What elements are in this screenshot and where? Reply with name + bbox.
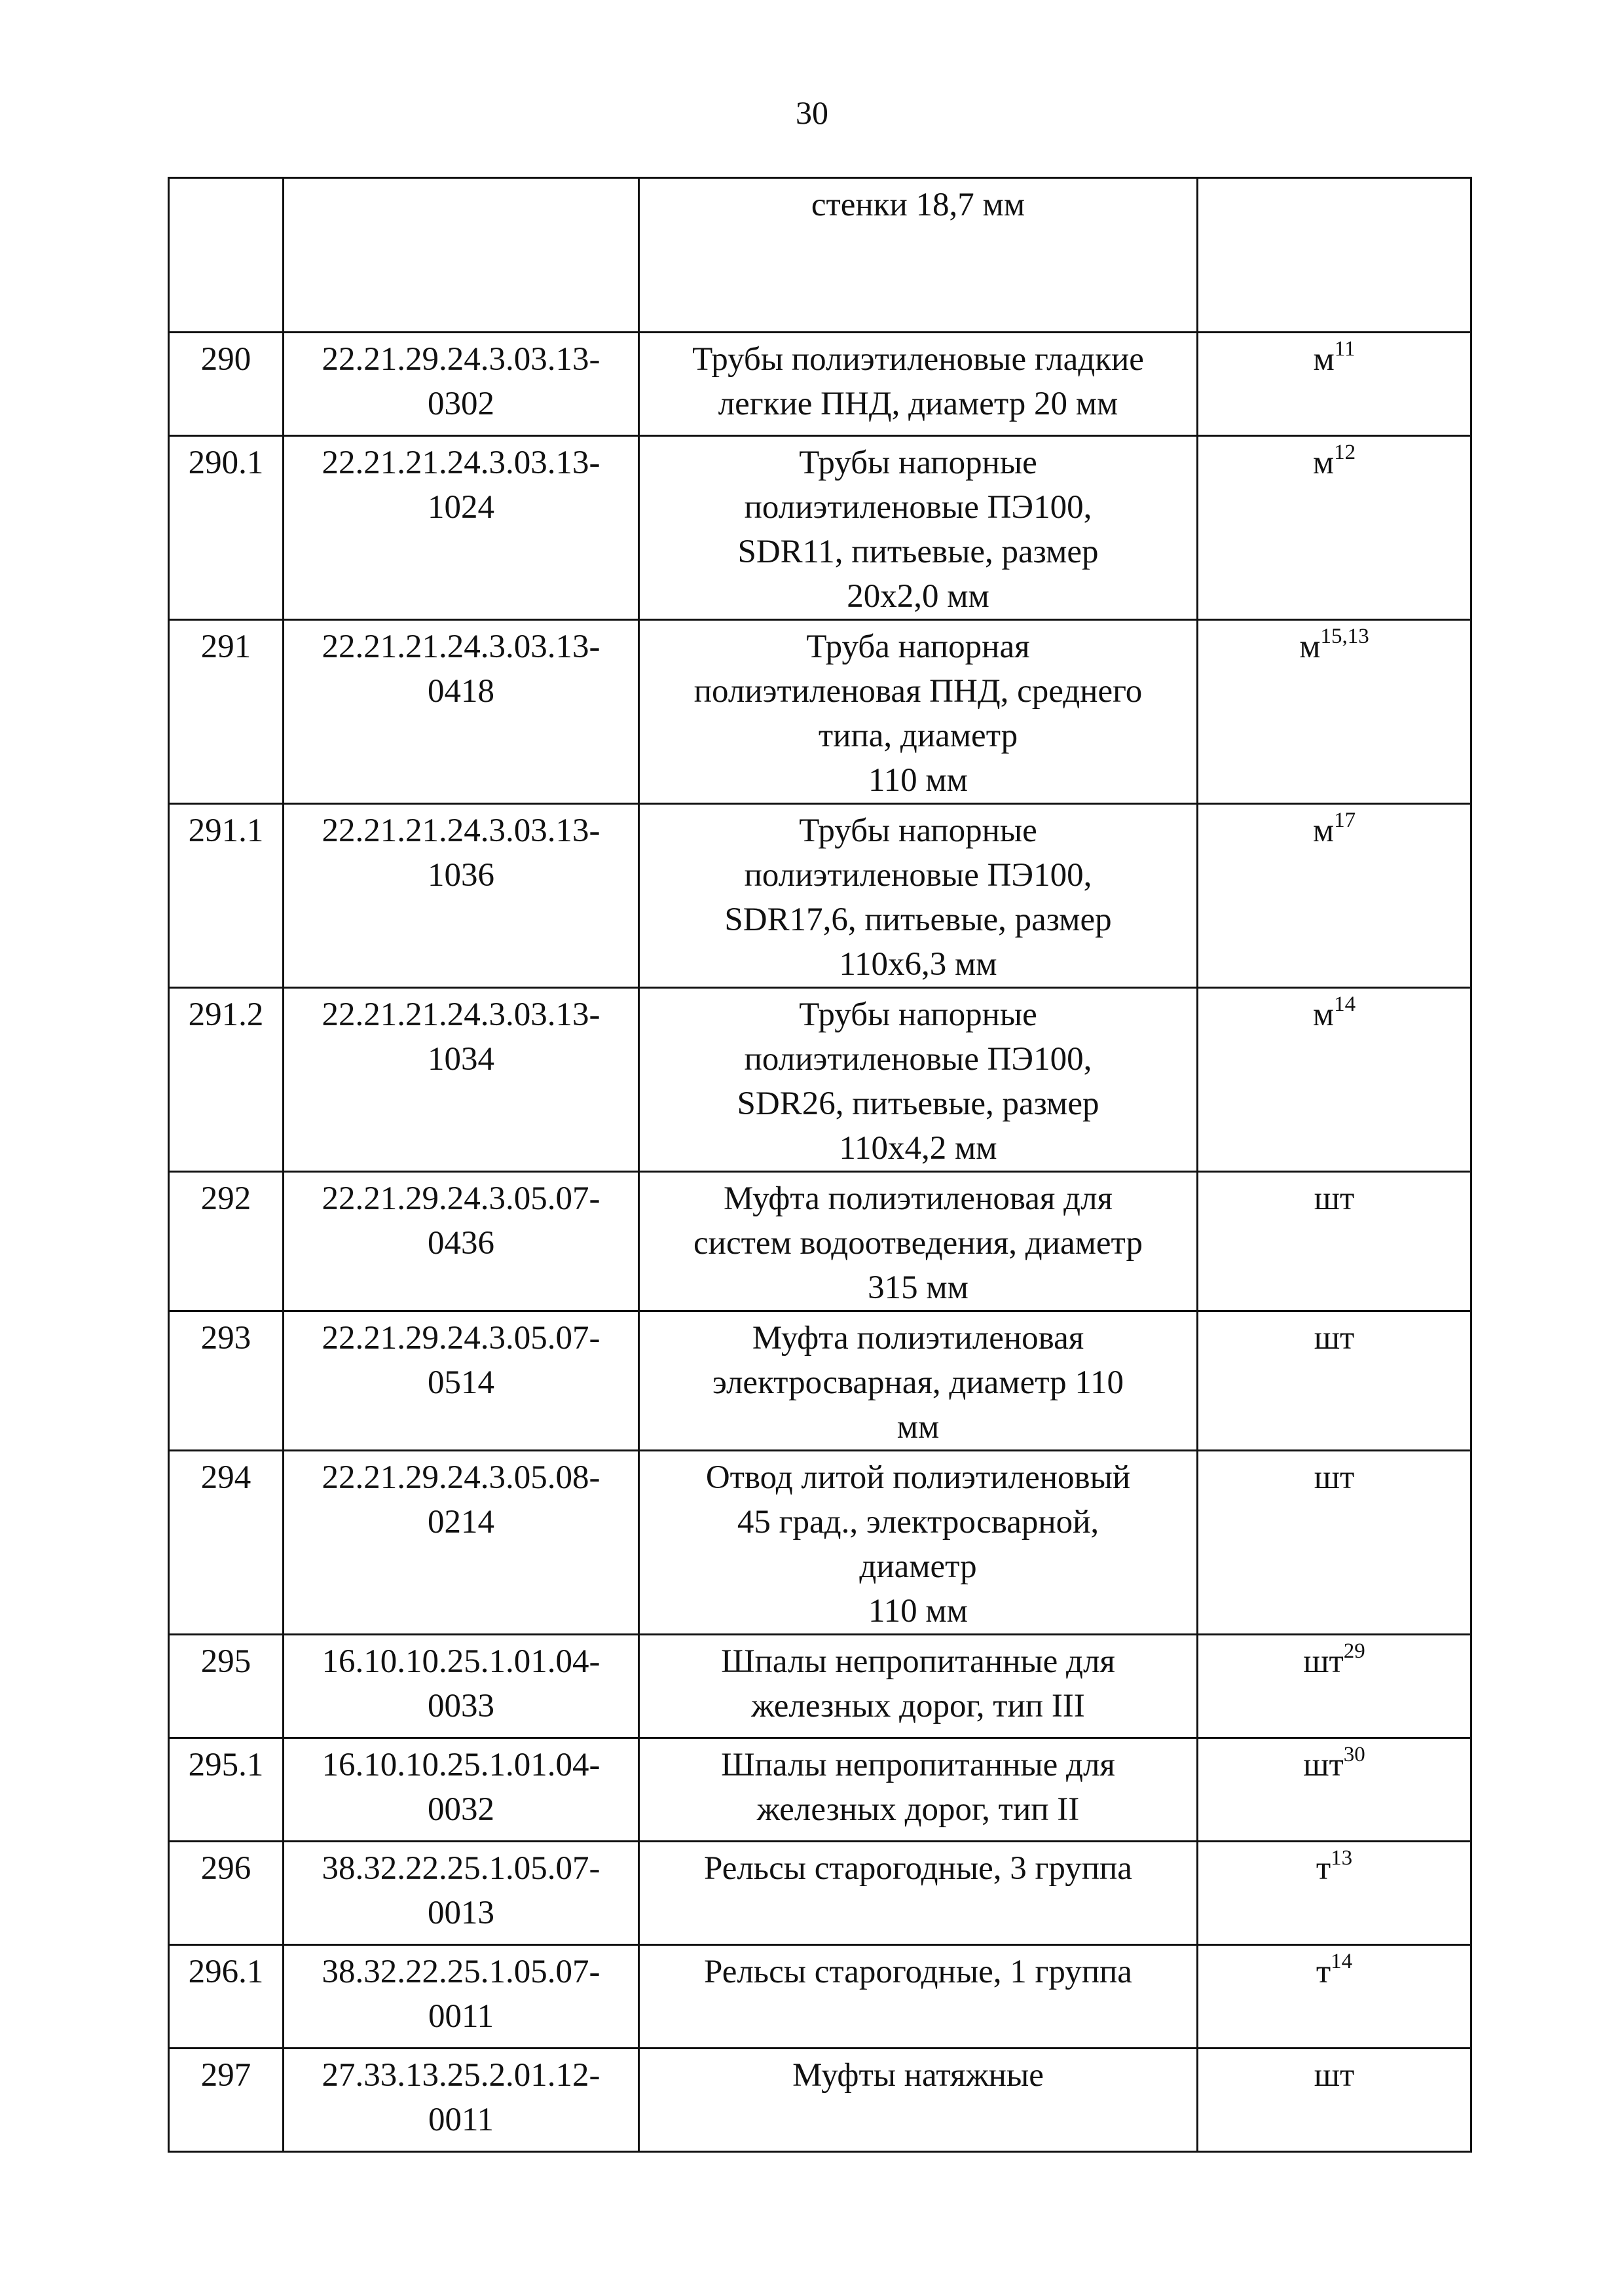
- unit-cell: [1198, 1172, 1471, 1311]
- resource-code: [284, 1635, 639, 1738]
- unit-of-measure: шт: [1314, 1320, 1355, 1357]
- resource-name: [639, 1738, 1198, 1842]
- row-number: 295: [169, 1635, 284, 1738]
- resource-name-line: мм: [896, 1409, 940, 1446]
- resource-name-line: 110 мм: [868, 762, 968, 799]
- resource-code: [284, 1738, 639, 1842]
- resource-name-line: Рельсы старогодные, 1 группа: [704, 1954, 1132, 1990]
- resource-name-line: Трубы напорные: [799, 812, 1037, 849]
- resource-code-line: 38.32.22.25.1.05.07-: [322, 1954, 600, 1990]
- unit-cell: [1198, 333, 1471, 436]
- resource-name-line: Отвод литой полиэтиленовый: [705, 1459, 1131, 1496]
- resource-name-line: 315 мм: [868, 1269, 969, 1306]
- unit-cell: [1198, 1635, 1471, 1738]
- resource-code-line: 0011: [428, 2102, 494, 2138]
- resource-name: [639, 1311, 1198, 1451]
- resource-name: [639, 178, 1198, 333]
- table-row: [169, 1842, 1471, 1945]
- resource-name-line: Труба напорная: [806, 629, 1030, 665]
- table-row: [169, 1945, 1471, 2049]
- resource-code: [284, 436, 639, 620]
- row-number: 291.1: [169, 804, 284, 988]
- table-row: [169, 1738, 1471, 1842]
- resource-code-line: 0514: [428, 1364, 494, 1401]
- resource-name-line: Трубы напорные: [799, 996, 1037, 1033]
- resource-code-line: 0418: [428, 673, 494, 710]
- footnote-ref: 30: [1343, 1743, 1365, 1766]
- resource-code-line: 0011: [428, 1998, 494, 2035]
- resource-name-line: 20x2,0 мм: [847, 578, 989, 615]
- unit-of-measure: м: [1312, 812, 1335, 849]
- resource-name: [639, 988, 1198, 1172]
- resource-name-line: SDR26, питьевые, размер: [737, 1085, 1099, 1122]
- resource-code: [284, 1311, 639, 1451]
- resource-name-line: Муфта полиэтиленовая для: [724, 1180, 1113, 1217]
- resource-code-line: 0032: [428, 1791, 494, 1828]
- row-number: 297: [169, 2049, 284, 2152]
- resource-name-line: Трубы напорные: [799, 445, 1037, 481]
- row-number: 296.1: [169, 1945, 284, 2049]
- resource-code-line: 0214: [428, 1504, 494, 1540]
- unit-of-measure: шт: [1314, 2057, 1355, 2094]
- resource-name-line: Муфты натяжные: [792, 2057, 1044, 2094]
- table-row: [169, 1451, 1471, 1635]
- resource-name-line: полиэтиленовая ПНД, среднего: [693, 673, 1143, 710]
- table-row: [169, 2049, 1471, 2152]
- resource-code: [284, 620, 639, 804]
- row-number: 290.1: [169, 436, 284, 620]
- resource-name-line: легкие ПНД, диаметр 20 мм: [718, 386, 1118, 422]
- resource-name-line: железных дорог, тип III: [751, 1688, 1085, 1724]
- resource-name: [639, 1172, 1198, 1311]
- resource-name: [639, 436, 1198, 620]
- page-number: 30: [796, 94, 828, 131]
- resource-code-line: 38.32.22.25.1.05.07-: [322, 1850, 600, 1887]
- table-row: [169, 1172, 1471, 1311]
- resource-code-line: 22.21.29.24.3.03.13-: [322, 341, 600, 378]
- resource-name: [639, 620, 1198, 804]
- resource-code-line: 22.21.21.24.3.03.13-: [322, 445, 600, 481]
- table-row: [169, 620, 1471, 804]
- table-row: [169, 436, 1471, 620]
- unit-cell: [1198, 620, 1471, 804]
- unit-cell: [1198, 178, 1471, 333]
- row-number: 296: [169, 1842, 284, 1945]
- unit-of-measure: т: [1316, 1850, 1331, 1887]
- row-number: 290: [169, 333, 284, 436]
- resource-name-line: Трубы полиэтиленовые гладкие: [692, 341, 1144, 378]
- resource-name: [639, 1842, 1198, 1945]
- resource-name-line: Муфта полиэтиленовая: [752, 1320, 1084, 1357]
- row-number: [169, 178, 284, 333]
- resource-name-line: стенки 18,7 мм: [811, 187, 1025, 223]
- unit-of-measure: м: [1312, 996, 1335, 1033]
- resource-name-line: диаметр: [859, 1548, 977, 1585]
- resource-code-line: 22.21.21.24.3.03.13-: [322, 629, 600, 665]
- row-number: 292: [169, 1172, 284, 1311]
- resource-code-line: 22.21.29.24.3.05.07-: [322, 1320, 600, 1357]
- resource-code: [284, 2049, 639, 2152]
- resource-code-line: 27.33.13.25.2.01.12-: [322, 2057, 600, 2094]
- unit-cell: [1198, 1311, 1471, 1451]
- unit-cell: [1198, 804, 1471, 988]
- unit-cell: [1198, 988, 1471, 1172]
- resource-code: [284, 988, 639, 1172]
- footnote-ref: 12: [1334, 441, 1356, 464]
- resource-code-line: 22.21.29.24.3.05.08-: [322, 1459, 600, 1496]
- resource-name-line: Рельсы старогодные, 3 группа: [704, 1850, 1132, 1887]
- row-number: 291.2: [169, 988, 284, 1172]
- table-row: [169, 988, 1471, 1172]
- table-row: [169, 1635, 1471, 1738]
- unit-of-measure: м: [1312, 445, 1335, 481]
- row-number: 291: [169, 620, 284, 804]
- resource-code-line: 22.21.21.24.3.03.13-: [322, 812, 600, 849]
- unit-of-measure: м: [1313, 341, 1335, 378]
- unit-of-measure: т: [1316, 1954, 1331, 1990]
- unit-of-measure: шт: [1303, 1643, 1344, 1680]
- table-row: [169, 804, 1471, 988]
- footnote-ref: 14: [1331, 1950, 1353, 1973]
- resource-code-line: 22.21.21.24.3.03.13-: [322, 996, 600, 1033]
- table-body: [169, 178, 1471, 2152]
- unit-cell: [1198, 1451, 1471, 1635]
- resource-name-line: электросварная, диаметр 110: [712, 1364, 1124, 1401]
- resource-code: [284, 333, 639, 436]
- resource-code-line: 16.10.10.25.1.01.04-: [322, 1643, 600, 1680]
- footnote-ref: 15,13: [1320, 625, 1369, 648]
- resource-code: [284, 1945, 639, 2049]
- unit-cell: [1198, 1945, 1471, 2049]
- resource-code-line: 0013: [428, 1895, 494, 1931]
- resource-name-line: 110 мм: [868, 1593, 968, 1630]
- row-number: 293: [169, 1311, 284, 1451]
- resource-name-line: железных дорог, тип II: [756, 1791, 1080, 1828]
- footnote-ref: 17: [1334, 809, 1356, 832]
- resource-name: [639, 333, 1198, 436]
- resource-code-line: 1036: [428, 857, 494, 894]
- table-row: [169, 178, 1471, 333]
- unit-of-measure: шт: [1303, 1747, 1344, 1783]
- resource-name-line: полиэтиленовые ПЭ100,: [744, 489, 1092, 526]
- resource-name-line: полиэтиленовые ПЭ100,: [744, 1041, 1092, 1078]
- table-row: [169, 333, 1471, 436]
- resource-code-line: 1024: [428, 489, 494, 526]
- resource-name-line: 110x4,2 мм: [839, 1130, 997, 1167]
- resource-code: [284, 1451, 639, 1635]
- resource-code-line: 0033: [428, 1688, 494, 1724]
- resource-name-line: SDR17,6, питьевые, размер: [724, 902, 1112, 938]
- resource-code-line: 0302: [428, 386, 494, 422]
- resource-code-line: 1034: [428, 1041, 494, 1078]
- resource-code-line: 0436: [428, 1225, 494, 1262]
- resource-name-line: полиэтиленовые ПЭ100,: [744, 857, 1092, 894]
- resource-name: [639, 1945, 1198, 2049]
- resource-name-line: Шпалы непропитанные для: [721, 1747, 1115, 1783]
- footnote-ref: 13: [1331, 1846, 1353, 1870]
- footnote-ref: 29: [1343, 1639, 1365, 1663]
- resource-code: [284, 1172, 639, 1311]
- row-number: 294: [169, 1451, 284, 1635]
- footnote-ref: 14: [1334, 993, 1356, 1016]
- unit-cell: [1198, 1738, 1471, 1842]
- unit-of-measure: шт: [1314, 1459, 1355, 1496]
- resource-name: [639, 804, 1198, 988]
- resource-name: [639, 1451, 1198, 1635]
- resource-name-line: 110x6,3 мм: [839, 946, 997, 983]
- resource-name-line: 45 град., электросварной,: [737, 1504, 1099, 1540]
- resource-code-line: 22.21.29.24.3.05.07-: [322, 1180, 600, 1217]
- resource-code-line: 16.10.10.25.1.01.04-: [322, 1747, 600, 1783]
- resource-name: [639, 1635, 1198, 1738]
- unit-cell: [1198, 1842, 1471, 1945]
- resource-code: [284, 178, 639, 333]
- unit-of-measure: м: [1299, 629, 1321, 665]
- unit-cell: [1198, 436, 1471, 620]
- resource-name-line: SDR11, питьевые, размер: [737, 534, 1099, 570]
- resource-table: [168, 177, 1472, 2153]
- footnote-ref: 11: [1334, 337, 1356, 361]
- unit-cell: [1198, 2049, 1471, 2152]
- resource-name-line: Шпалы непропитанные для: [721, 1643, 1115, 1680]
- unit-of-measure: шт: [1314, 1180, 1355, 1217]
- row-number: 295.1: [169, 1738, 284, 1842]
- resource-name-line: типа, диаметр: [818, 718, 1018, 754]
- resource-name-line: систем водоотведения, диаметр: [693, 1225, 1143, 1262]
- resource-code: [284, 1842, 639, 1945]
- table-row: [169, 1311, 1471, 1451]
- resource-name: [639, 2049, 1198, 2152]
- resource-code: [284, 804, 639, 988]
